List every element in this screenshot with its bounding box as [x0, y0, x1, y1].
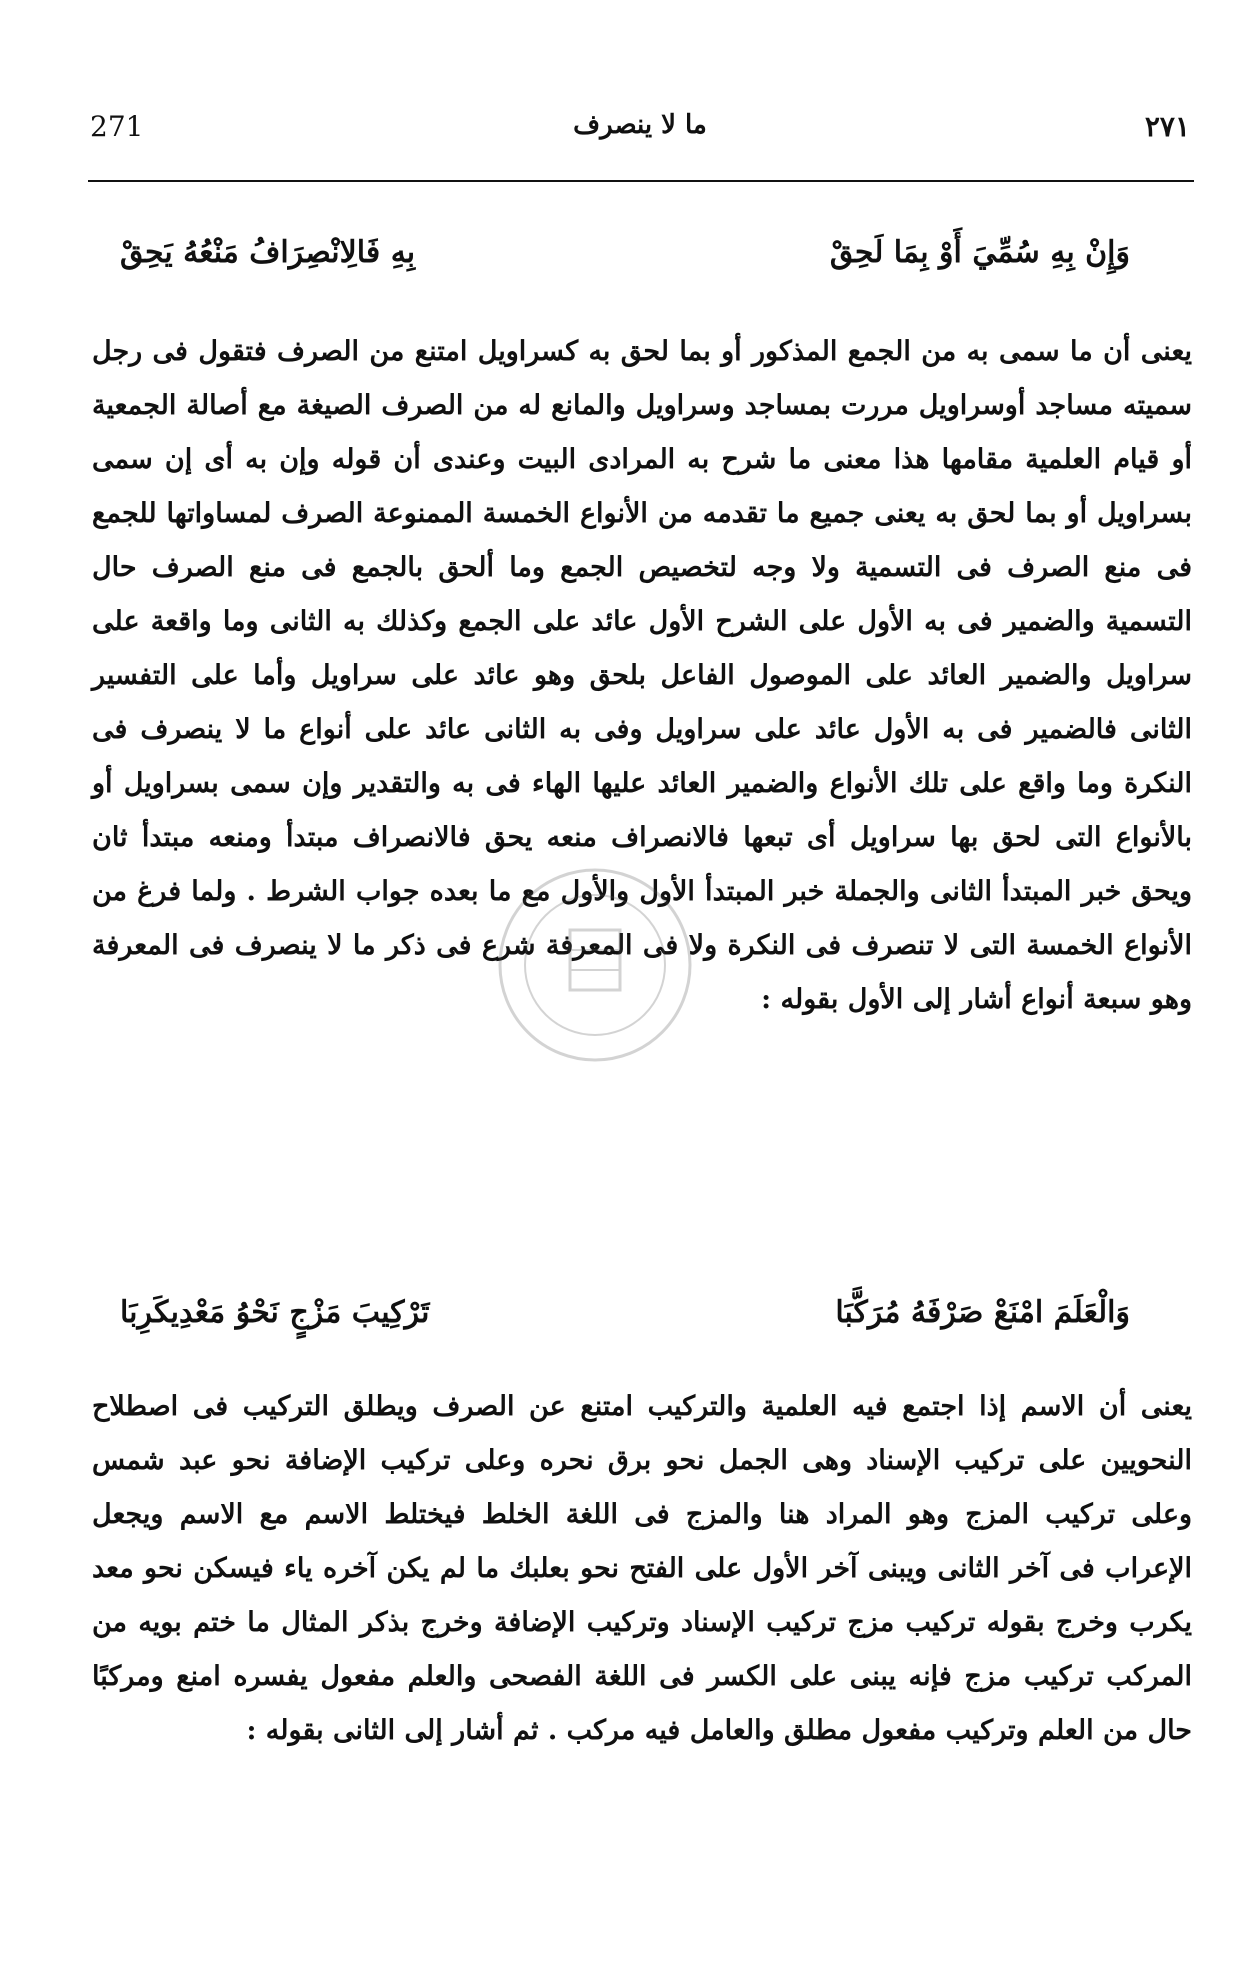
verse-1-right-hemistich: وَإِنْ بِهِ سُمِّيَ أَوْ بِمَا لَحِقْ: [829, 235, 1130, 270]
verse-2-right-hemistich: وَالْعَلَمَ امْنَعْ صَرْفَهُ مُرَكَّبَا: [835, 1295, 1130, 1330]
page-header: [90, 100, 1190, 144]
verse-2-left-hemistich: تَرْكِيبَ مَزْجٍ نَحْوُ مَعْدِيكَرِبَا: [120, 1295, 430, 1330]
commentary-paragraph-1: يعنى أن ما سمى به من الجمع المذكور أو بما لحق به كسراويل امتنع من الصرف فتقول فى رجل سميته مساجد أوسراويل مررت بمساجد وسراويل والمانع له من الصرف الصيغة مع أصالة الجمعية أو قيام العلمية مقامها هذا معنى ما شرح به المرادى البيت وعندى أن قوله وإن به أى إن سمى بسراويل أو بما لحق به يعنى جميع ما تقدمه من الأنواع الخمسة الممنوعة الصرف لمساواتها للجمع فى منع الصرف فى التسمية ولا وجه لتخصيص الجمع وما ألحق بالجمع فى منع الصرف حال التسمية والضمير فى به الأول على الشرح الأول عائد على الجمع وكذلك به الثانى وما واقعة على سراويل والضمير العائد على الموصول الفاعل بلحق وهو عائد على سراويل وأما على التفسير الثانى فالضمير فى به الأول عائد على سراويل وفى به الثانى عائد على أنواع ما لا ينصرف فى النكرة وما واقع على تلك الأنواع والضمير العائد عليها الهاء فى به والتقدير وإن سمى بسراويل أو بالأنواع التى لحق بها سراويل أى تبعها فالانصراف منعه يحق فالانصراف مبتدأ ومنعه مبتدأ ثان ويحق خبر المبتدأ الثانى والجملة خبر المبتدأ الأول والأول مع ما بعده جواب الشرط . ولما فرغ من الأنواع الخمسة التى لا تنصرف فى النكرة ولا فى المعرفة شرع فى ذكر ما لا ينصرف فى المعرفة وهو سبعة أنواع أشار إلى الأول بقوله :: [92, 336, 1192, 1015]
verse-line-1: [120, 225, 1130, 295]
verse-1-left-hemistich: بِهِ فَالِانْصِرَافُ مَنْعُهُ يَحِقْ: [120, 235, 416, 270]
page-number-latin: 271: [90, 110, 144, 143]
commentary-paragraph-2: يعنى أن الاسم إذا اجتمع فيه العلمية والتركيب امتنع عن الصرف ويطلق التركيب فى اصطلاح النحويين على تركيب الإسناد وهى الجمل نحو برق نحره وعلى تركيب الإضافة نحو عبد شمس وعلى تركيب المزج وهو المراد هنا والمزج فى اللغة الخلط فيختلط الاسم مع الاسم ويجعل الإعراب فى آخر الثانى ويبنى آخر الأول على الفتح نحو بعلبك ما لم يكن آخره ياء فيسكن نحو معد يكرب وخرج بقوله تركيب مزج تركيب الإسناد وتركيب الإضافة وخرج بذكر المثال ما ختم بويه من المركب تركيب مزج فإنه يبنى على الكسر فى اللغة الفصحى والعلم مفعول يفسره امنع ومركبًا حال من العلم وتركيب مفعول مطلق والعامل فيه مركب . ثم أشار إلى الثانى بقوله :: [92, 1391, 1192, 1746]
running-title: ما لا ينصرف: [573, 110, 707, 140]
header-divider: [88, 180, 1194, 182]
verse-line-2: [120, 1285, 1130, 1355]
library-watermark-seal: [490, 860, 700, 1070]
page-number-arabic: ٢٧١: [1144, 110, 1190, 143]
